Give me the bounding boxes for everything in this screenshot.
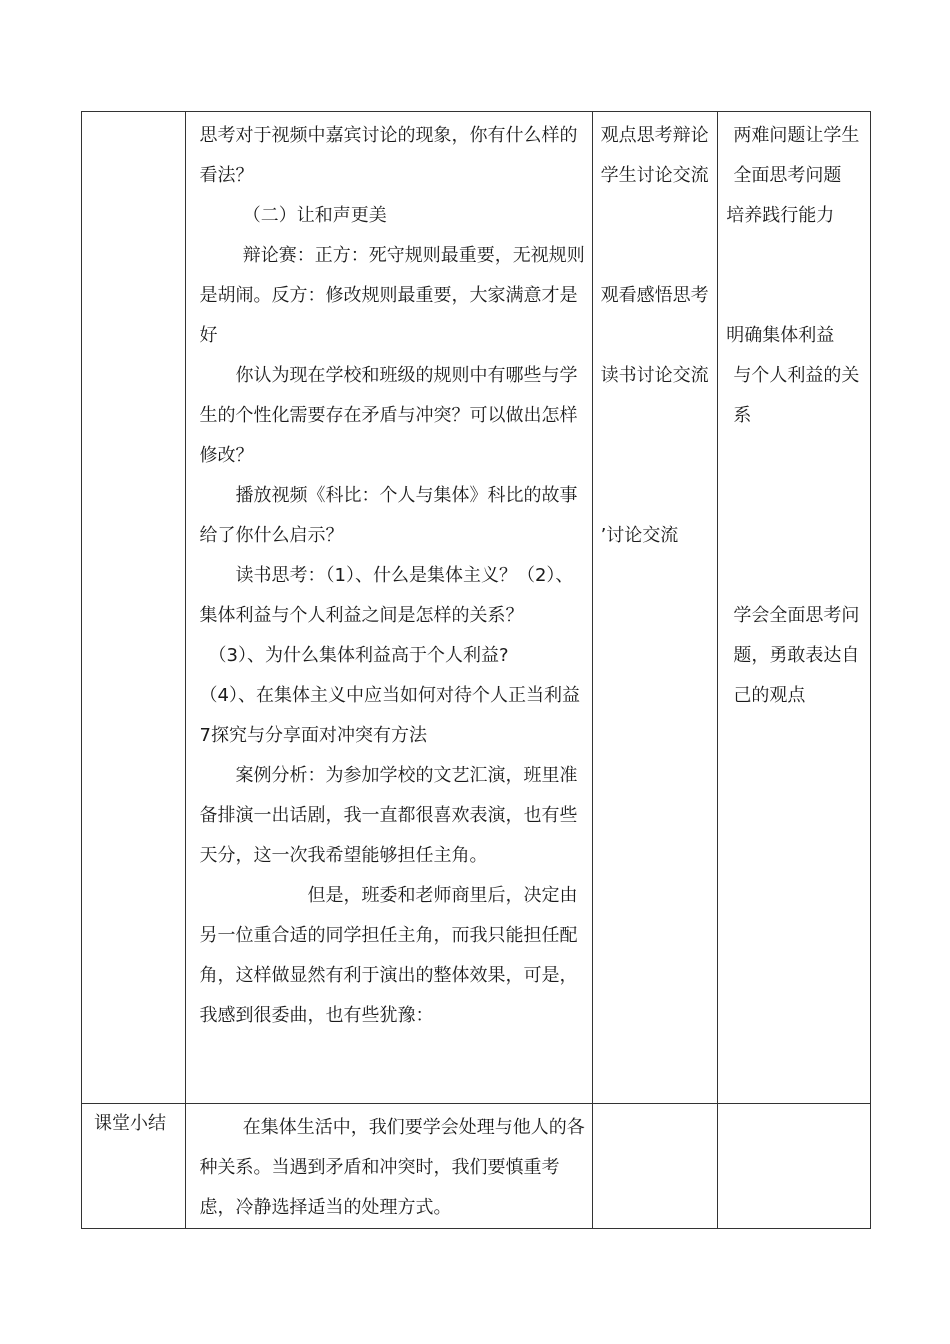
table-row xyxy=(82,1104,871,1229)
activity-item: 读书讨论交流 xyxy=(600,365,709,386)
paragraph: 播放视频《科比：个人与集体》科比的故事给了你什么启示？ xyxy=(199,485,578,546)
activity-item: ’讨论交流 xyxy=(600,525,679,546)
paragraph: （4）、在集体主义中应当如何对待个人正当利益7探究与分享面对冲突有方法 xyxy=(199,685,580,746)
stage-label: 课堂小结 xyxy=(94,1113,166,1134)
summary-paragraph: 在集体生活中，我们要学会处理与他人的各种关系。当遇到矛盾和冲突时，我们要慎重考虑，冷静选择适当的处理方式。 xyxy=(199,1117,585,1218)
stage-cell xyxy=(82,112,186,1104)
intent-item: 学会全面思考问题，勇敢表达自己的观点 xyxy=(733,605,860,706)
content-cell xyxy=(185,112,592,1104)
intent-cell xyxy=(718,1104,871,1229)
intent-item: 明确集体利益 xyxy=(726,325,835,346)
activity-item: 学生讨论交流 xyxy=(600,165,709,186)
stage-cell xyxy=(82,1104,186,1229)
activity-cell xyxy=(592,112,718,1104)
table-row xyxy=(82,112,871,1104)
intent-item: 两难问题让学生全面思考问题 xyxy=(733,125,860,186)
activity-item: 观看感悟思考 xyxy=(600,285,709,306)
paragraph: 案例分析：为参加学校的文艺汇演，班里准备排演一出话剧，我一直都很喜欢表演，也有些天分，这一次我希望能够担任主角。 xyxy=(199,765,578,866)
content-cell xyxy=(185,1104,592,1229)
activity-item: 观点思考辩论 xyxy=(600,125,709,146)
intent-item: 与个人利益的关系 xyxy=(733,365,860,426)
paragraph: 你认为现在学校和班级的规则中有哪些与学生的个性化需要存在矛盾与冲突？可以做出怎样修改？ xyxy=(199,365,578,466)
paragraph: 读书思考：（1）、什么是集体主义？（2）、集体利益与个人利益之间是怎样的关系？ xyxy=(199,565,574,626)
paragraph: 思考对于视频中嘉宾讨论的现象，你有什么样的看法？ xyxy=(199,125,578,186)
paragraph: 辩论赛：正方：死守规则最重要，无视规则是胡闹。反方：修改规则最重要，大家满意才是好 xyxy=(199,245,585,346)
paragraph: （3）、为什么集体利益高于个人利益? xyxy=(208,645,509,666)
intent-cell xyxy=(718,112,871,1104)
lesson-plan-table xyxy=(81,111,871,1229)
activity-cell xyxy=(592,1104,718,1229)
intent-item: 培养践行能力 xyxy=(726,205,835,226)
paragraph: 但是，班委和老师商里后，决定由另一位重合适的同学担任主角，而我只能担任配角，这样做显然有利于演出的整体效果，可是，我感到很委曲，也有些犹豫： xyxy=(199,885,578,1026)
section-heading: （二）让和声更美 xyxy=(242,205,387,226)
